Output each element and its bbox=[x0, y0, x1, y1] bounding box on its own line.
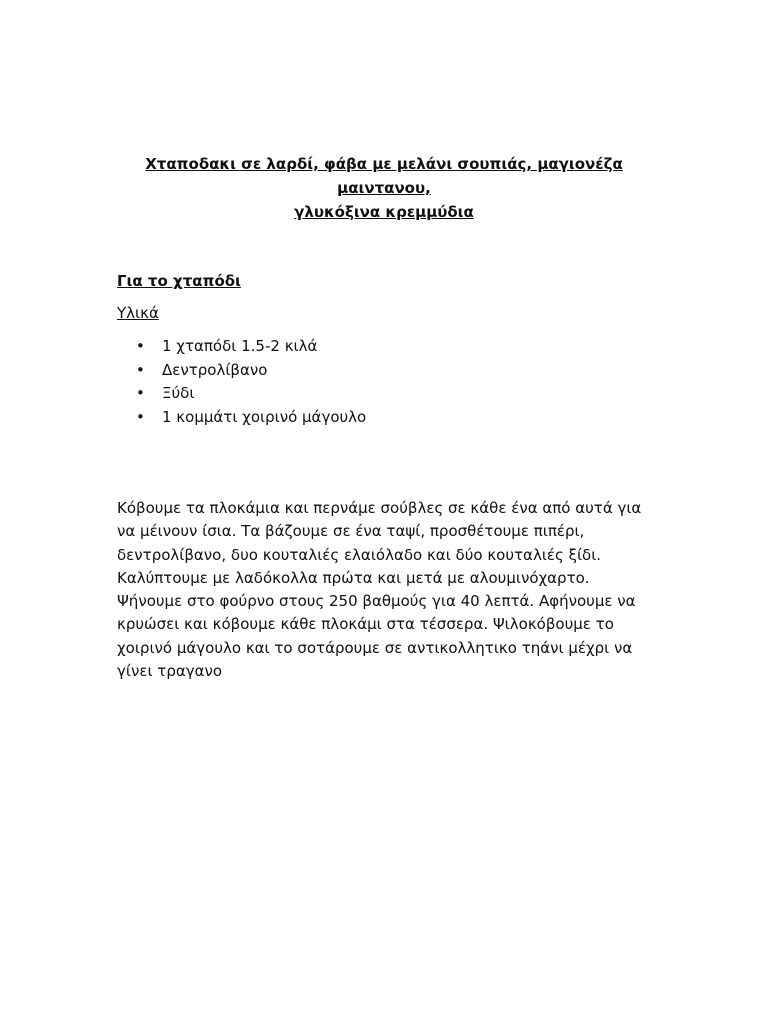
paragraph-line: Καλύπτουμε με λαδόκολλα πρώτα και μετά με αλουμινόχαρτο. bbox=[117, 568, 590, 587]
ingredients-list bbox=[117, 335, 366, 429]
list-item bbox=[117, 335, 366, 359]
ingredient-text: 1 χταπόδι 1.5-2 κιλά bbox=[162, 337, 318, 355]
bullet-icon: • bbox=[136, 407, 145, 426]
paragraph-line: Ψήνουμε στο φούρνο στους 250 βαθμούς για 40 λεπτά. Αφήνουμε να bbox=[117, 592, 636, 611]
paragraph-line: κρυώσει και κόβουμε κάθε πλοκάμι στα τέσσερα. Ψιλοκόβουμε το bbox=[117, 615, 614, 634]
bullet-icon: • bbox=[136, 360, 145, 379]
bullet-icon: • bbox=[136, 384, 145, 402]
instructions-paragraph bbox=[117, 497, 647, 683]
ingredient-text: Ξύδι bbox=[162, 384, 195, 402]
paragraph-line: Κόβουμε τα πλοκάμια και περνάμε σούβλες σε κάθε ένα από αυτά για bbox=[117, 499, 642, 517]
ingredient-text: 1 κομμάτι χοιρινό μάγουλο bbox=[162, 407, 367, 426]
paragraph-line: δεντρολίβανο, δυο κουταλιές ελαιόλαδο και δύο κουταλιές ξίδι. bbox=[117, 545, 602, 564]
ingredient-text: Δεντρολίβανο bbox=[162, 360, 268, 379]
recipe-title bbox=[100, 152, 668, 224]
paragraph-line: να μέινουν ίσια. Τα βάζουμε σε ένα ταψί, προσθέτουμε πιπέρι, bbox=[117, 522, 585, 541]
list-item bbox=[117, 406, 366, 430]
bullet-icon: • bbox=[136, 337, 145, 355]
list-item bbox=[117, 382, 366, 406]
section-heading: Για το χταπόδι bbox=[117, 272, 241, 290]
title-line: Χταποδακι σε λαρδί, φάβα με μελάνι σουπιάς, μαγιονέζα μαιντανου, bbox=[145, 155, 623, 197]
ingredients-heading: Υλικά bbox=[117, 304, 159, 322]
list-item bbox=[117, 359, 366, 383]
paragraph-line: χοιρινό μάγουλο και το σοτάρουμε σε αντικολλητικο τηάνι μέχρι να bbox=[117, 638, 633, 657]
title-line: γλυκόξινα κρεμμύδια bbox=[294, 203, 474, 221]
paragraph-line: γίνει τραγανο bbox=[117, 662, 223, 681]
